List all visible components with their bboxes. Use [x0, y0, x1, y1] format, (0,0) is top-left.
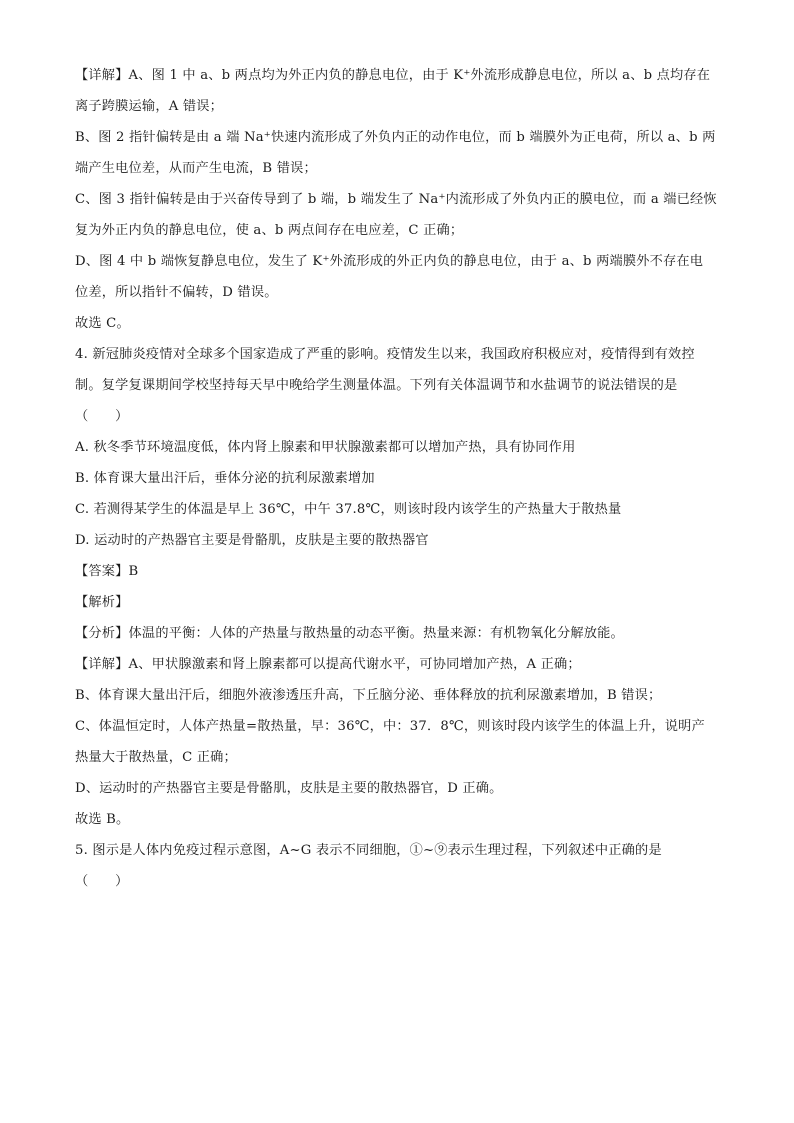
explanation-detail-line: 位差，所以指针不偏转，D 错误。: [75, 285, 278, 300]
question-stem-line: 制。复学复课期间学校坚持每天早中晚给学生测量体温。下列有关体温调节和水盐调节的说法错误的是: [75, 378, 678, 393]
option-a: A. 秋冬季节环境温度低，体内肾上腺素和甲状腺激素都可以增加产热，具有协同作用: [75, 440, 576, 455]
explanation-detail-line: B、图 2 指针偏转是由 a 端 Na⁺快速内流形成了外负内正的动作电位，而 b 端膜外为正电荷，所以 a、b 两: [75, 130, 716, 145]
explanation-detail-line: 复为外正内负的静息电位，使 a、b 两点间存在电应差，C 正确；: [75, 223, 464, 238]
question-stem-line: 5. 图示是人体内免疫过程示意图，A~G 表示不同细胞，①~⑨表示生理过程，下列叙述中正确的是: [75, 843, 662, 858]
document-body: [75, 60, 725, 897]
analysis-heading: 【解析】: [75, 595, 129, 610]
explanation-detail-line: B、体育课大量出汗后，细胞外液渗透压升高，下丘脑分泌、垂体释放的抗利尿激素增加，B 错误；: [75, 688, 662, 703]
answer-choice-line: 故选 B。: [75, 812, 130, 827]
explanation-detail-line: 【详解】A、图 1 中 a、b 两点均为外正内负的静息电位，由于 K⁺外流形成静息电位，所以 a、b 点均存在: [75, 68, 711, 83]
answer-choice-line: 故选 C。: [75, 316, 130, 331]
question-blank: （ ）: [75, 874, 129, 889]
explanation-detail-line: 离子跨膜运输，A 错误；: [75, 99, 223, 114]
option-d: D. 运动时的产热器官主要是骨骼肌，皮肤是主要的散热器官: [75, 533, 429, 548]
question-stem-line: 4. 新冠肺炎疫情对全球多个国家造成了严重的影响。疫情发生以来，我国政府积极应对，疫情得到有效控: [75, 347, 695, 362]
answer-heading: 【答案】B: [75, 564, 139, 579]
explanation-detail-line: D、运动时的产热器官主要是骨骼肌，皮肤是主要的散热器官，D 正确。: [75, 781, 503, 796]
explanation-detail-line: C、图 3 指针偏转是由于兴奋传导到了 b 端，b 端发生了 Na⁺内流形成了外负内正的膜电位，而 a 端已经恢: [75, 192, 717, 207]
question-blank: （ ）: [75, 409, 129, 424]
explanation-detail-line: D、图 4 中 b 端恢复静息电位，发生了 K⁺外流形成的外正内负的静息电位，由于 a、b 两端膜外不存在电: [75, 254, 704, 269]
option-b: B. 体育课大量出汗后，垂体分泌的抗利尿激素增加: [75, 471, 375, 486]
explanation-detail-line: 热量大于散热量，C 正确；: [75, 750, 237, 765]
analysis-summary-line: 【分析】体温的平衡：人体的产热量与散热量的动态平衡。热量来源：有机物氧化分解放能。: [75, 626, 624, 641]
explanation-detail-line: 【详解】A、甲状腺激素和肾上腺素都可以提高代谢水平，可协同增加产热，A 正确；: [75, 657, 581, 672]
option-c: C. 若测得某学生的体温是早上 36℃，中午 37.8℃，则该时段内该学生的产热量大于散热量: [75, 502, 622, 517]
explanation-detail-line: C、体温恒定时，人体产热量=散热量，早：36℃，中：37．8℃，则该时段内该学生的体温上升，说明产: [75, 719, 705, 734]
explanation-detail-line: 端产生电位差，从而产生电流，B 错误；: [75, 161, 317, 176]
